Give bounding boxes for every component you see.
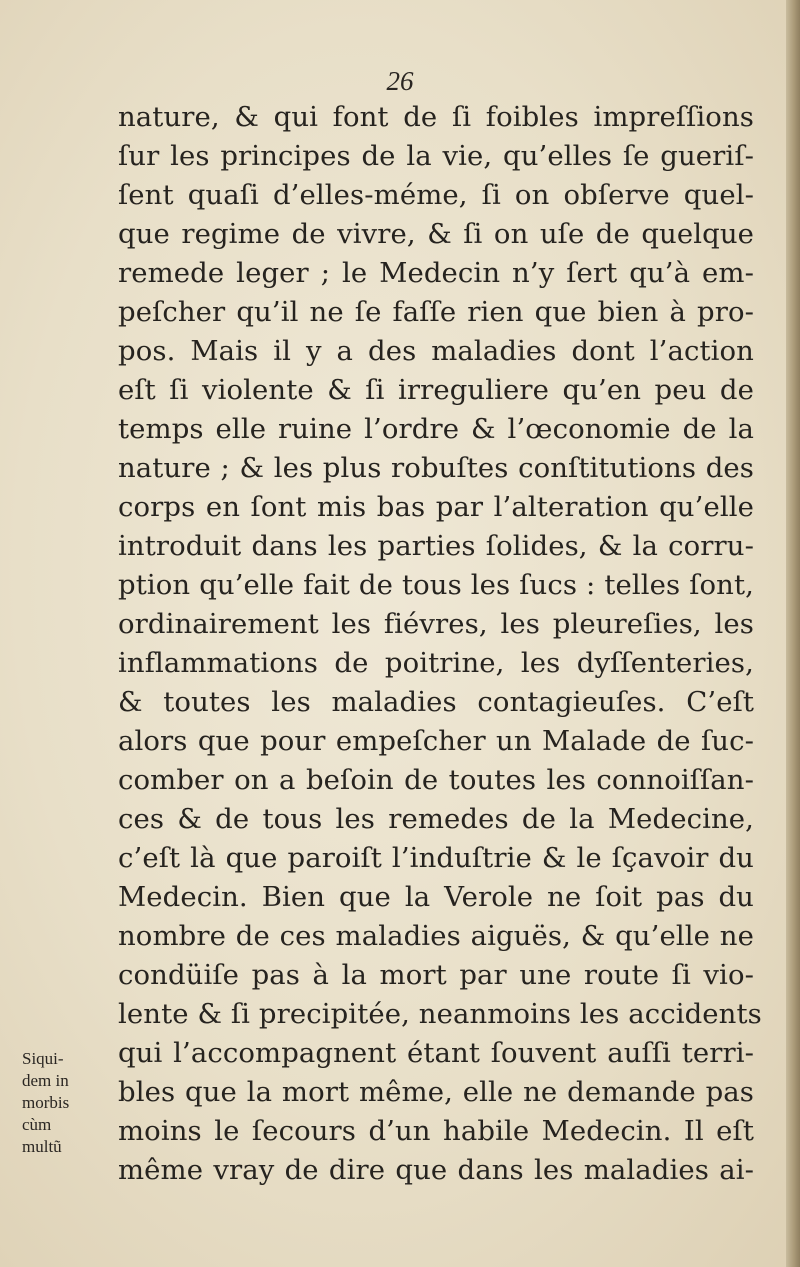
text-line: nature, & qui font de ſi foibles impreſſions — [118, 101, 754, 133]
page-number: 26 — [386, 66, 414, 96]
text-line: que regime de vivre, & ſi on uſe de quelque — [118, 218, 754, 250]
text-line: même vray de dire que dans les maladies ai- — [118, 1154, 754, 1186]
text-line: nombre de ces maladies aiguës, & qu’elle ne — [118, 920, 754, 952]
text-line: ordinairement les fiévres, les pleureſies, les — [118, 608, 754, 640]
text-line: lente & ſi precipitée, neanmoins les accidents — [118, 998, 762, 1030]
text-line: moins le ſecours d’un habile Medecin. Il eſt — [118, 1115, 754, 1147]
text-line: Medecin. Bien que la Verole ne ſoit pas du — [118, 881, 754, 913]
text-line: introduit dans les parties ſolides, & la corru- — [118, 530, 754, 562]
text-line: peſcher qu’il ne ſe faſſe rien que bien à pro- — [118, 296, 754, 328]
body-text — [118, 98, 762, 1190]
text-line: ſur les principes de la vie, qu’elles ſe gueriſ- — [118, 140, 754, 172]
text-line: eſt ſi violente & ſi irreguliere qu’en peu de — [118, 374, 754, 406]
text-line: bles que la mort même, elle ne demande pas — [118, 1076, 754, 1108]
text-line: alors que pour empeſcher un Malade de ſuc- — [118, 725, 754, 757]
text-line: qui l’accompagnent étant ſouvent auſſi terri- — [118, 1037, 754, 1069]
text-line: ſent quaſi d’elles-méme, ſi on obſerve quel- — [118, 179, 754, 211]
text-line: c’eſt là que paroiſt l’induſtrie & le ſçavoir du — [118, 842, 754, 874]
text-line: pos. Mais il y a des maladies dont l’action — [118, 335, 754, 367]
page-edge — [786, 0, 800, 1267]
text-line: ption qu’elle fait de tous les ſucs : telles ſont, — [118, 569, 754, 601]
margin-note-line: morbis — [22, 1093, 70, 1112]
text-line: condüiſe pas à la mort par une route ſi vio- — [118, 959, 754, 991]
text-line: inflammations de poitrine, les dyſſenteries, — [118, 647, 754, 679]
margin-note-line: Siqui- — [22, 1049, 64, 1068]
text-line: comber on a beſoin de toutes les connoiſſan- — [118, 764, 754, 796]
text-line: remede leger ; le Medecin n’y ſert qu’à em- — [118, 257, 754, 289]
text-line: temps elle ruine l’ordre & l’œconomie de la — [118, 413, 754, 445]
margin-note-line: dem in — [22, 1071, 69, 1090]
text-line: nature ; & les plus robuſtes conſtitutions des — [118, 452, 754, 484]
margin-note — [22, 1048, 100, 1158]
text-line: corps en ſont mis bas par l’alteration qu’elle — [118, 491, 754, 523]
margin-note-line: multũ — [22, 1137, 62, 1156]
margin-note-line: cùm — [22, 1115, 52, 1134]
text-line: ces & de tous les remedes de la Medecine, — [118, 803, 754, 835]
text-line: & toutes les maladies contagieuſes. C’eſt — [118, 686, 754, 718]
